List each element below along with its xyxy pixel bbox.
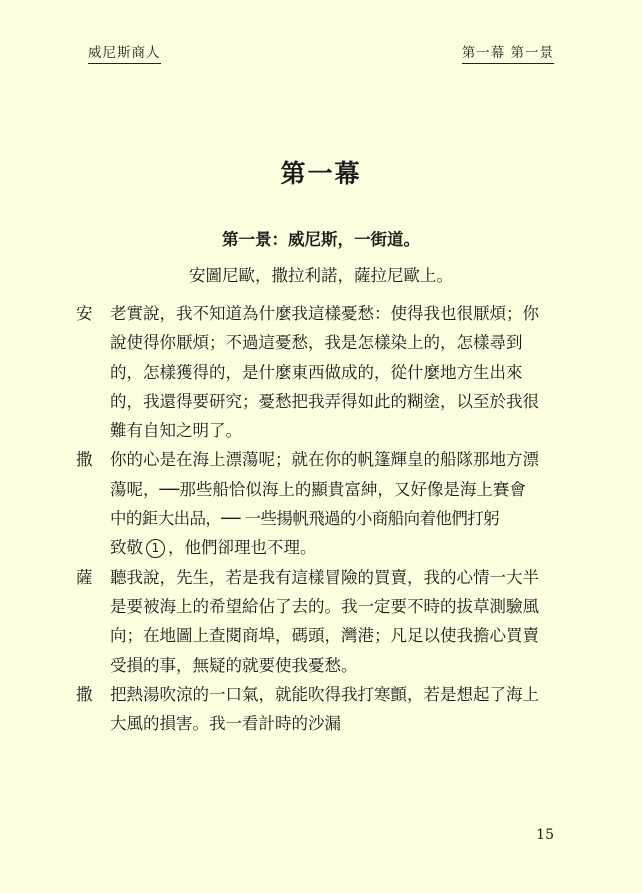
speech-line: 難有自知之明了。 [110,421,242,441]
speaker-label: 撒 [76,684,93,704]
speech [76,445,570,562]
scene-title: 第一景：威尼斯，一街道。 [222,230,420,249]
speech-line: 老實說，我不知道為什麼我這樣憂愁：使得我也很厭煩；你 [110,304,539,323]
speech-line: 聽我說，先生，若是我有這樣冒險的買賣，我的心情一大半 [110,567,539,587]
speech-line: 向；在地圖上查閱商埠，碼頭，灣港；凡足以使我擔心買賣 [110,626,539,646]
running-header-right: 第一幕 第一景 [462,44,554,64]
speaker-label: 安 [76,304,93,323]
speech-line: 的，我還得要研究；憂愁把我弄得如此的糊塗，以至於我很 [110,391,539,411]
speech-line: 說使得你厭煩；不過這憂愁，我是怎樣染上的，怎樣尋到 [110,333,523,353]
speech-line [110,533,570,562]
stage-direction: 安圖尼歐，撒拉利諾，薩拉尼歐上。 [189,266,453,285]
speech-text [110,299,570,445]
speaker-label: 薩 [76,567,93,587]
running-header-left: 威尼斯商人 [88,44,161,64]
speech-line: 蕩呢，──那些船恰似海上的顯貴富紳，又好像是海上賽會 [110,479,526,499]
page-number: 15 [536,827,554,843]
speech [76,299,570,445]
speech-line: 受損的事，無疑的就要使我憂愁。 [110,655,358,675]
speech-line-start: 致敬 [110,538,143,558]
speaker-label: 撒 [76,450,93,470]
speech-text [110,680,570,739]
act-title: 第一幕 [280,159,362,188]
dialogue [76,299,570,738]
speech-line: 中的鉅大出品，── 一些揚帆飛過的小商船向着他們打躬 [110,509,500,529]
speech-line: 你的心是在海上漂蕩呢；就在你的帆篷輝皇的船隊那地方漂 [110,450,539,470]
speech-line: 把熱湯吹涼的一口氣，就能吹得我打寒顫，若是想起了海上 [110,684,539,704]
speech-line: 的，怎樣獲得的，是什麼東西做成的，從什麼地方生出來 [110,362,523,382]
speech-line: 是要被海上的希望給佔了去的。我一定要不時的拔草測驗風 [110,596,539,616]
speech-line: 大風的損害。我一看計時的沙漏 [110,714,341,734]
speech-text [110,445,570,562]
footnote-marker[interactable]: 1 [146,539,165,558]
speech-line-end: ，他們卻理也不理。 [168,538,317,558]
speech-text [110,563,570,680]
speech [76,563,570,680]
speech [76,680,570,739]
